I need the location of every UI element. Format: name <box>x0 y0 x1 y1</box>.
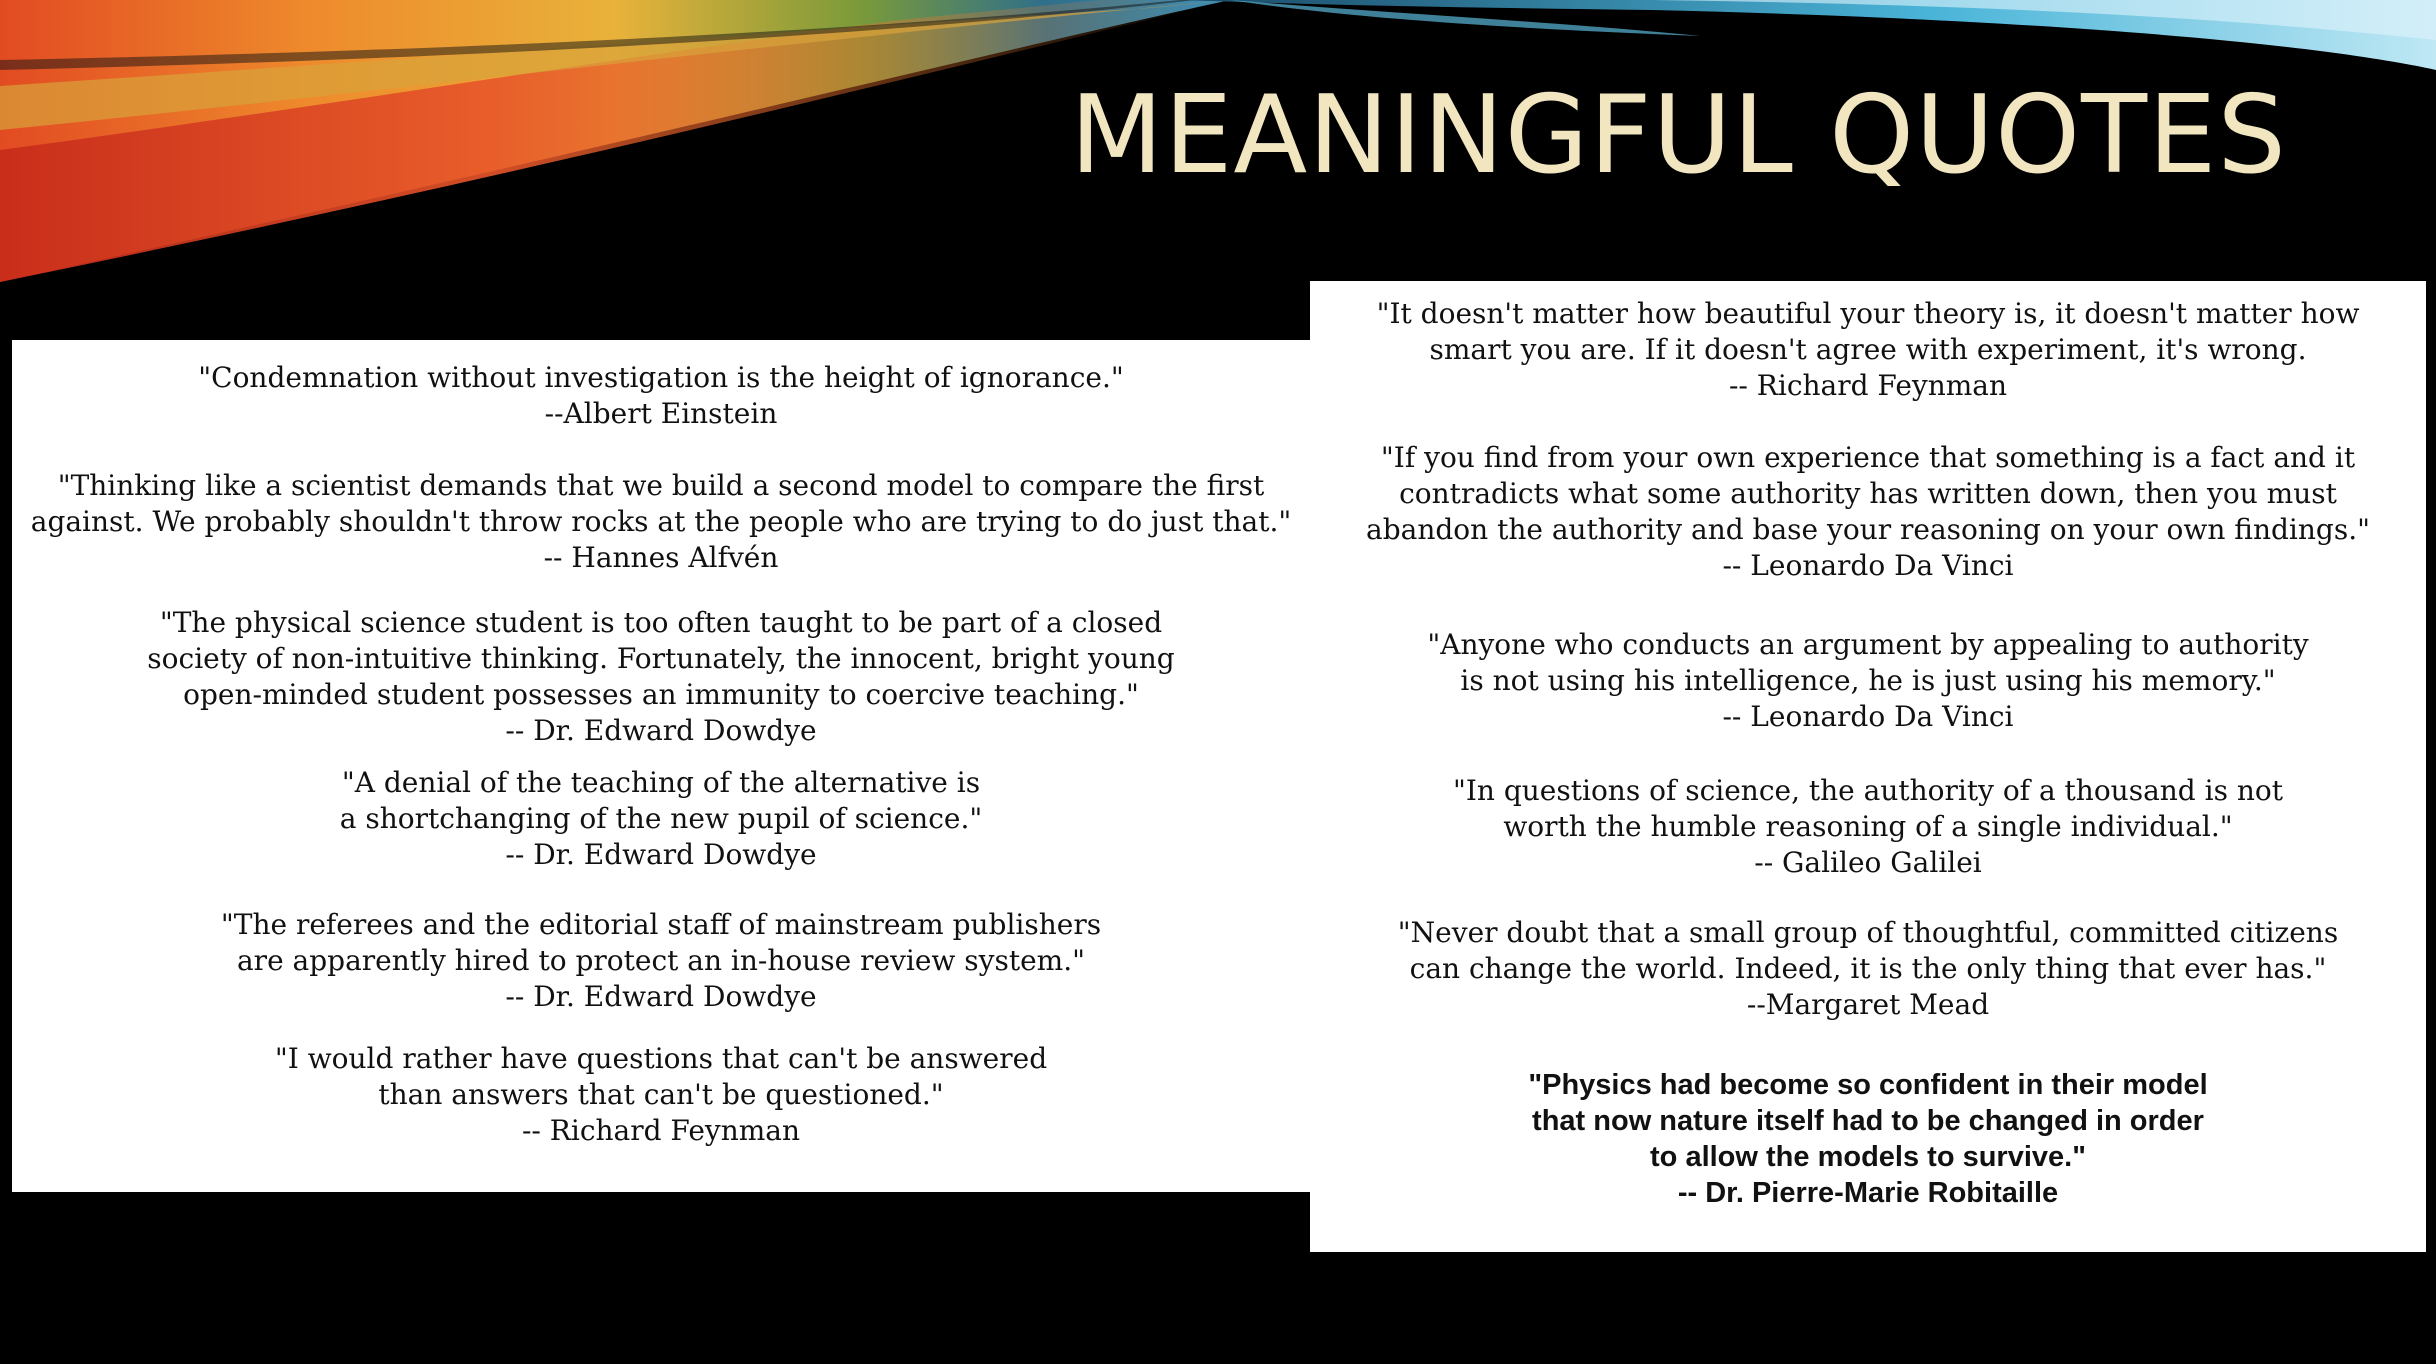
quote-author: -- Richard Feynman <box>1728 369 2008 402</box>
quote <box>1310 440 2426 584</box>
quote-line: is not using his intelligence, he is just using his memory." <box>1460 664 2276 697</box>
quote <box>12 360 1310 432</box>
quote-author: -- Leonardo Da Vinci <box>1722 549 2014 582</box>
quote <box>12 765 1310 873</box>
quote-line: "Thinking like a scientist demands that we build a second model to compare the first <box>57 469 1265 502</box>
quote-line: "The physical science student is too often taught to be part of a closed <box>159 606 1163 639</box>
quote-line: "Condemnation without investigation is the height of ignorance." <box>198 361 1124 394</box>
quote-author: -- Dr. Edward Dowdye <box>505 980 817 1013</box>
quote-line: than answers that can't be questioned." <box>378 1078 944 1111</box>
quote-line: to allow the models to survive." <box>1650 1141 2086 1173</box>
quote-author: --Albert Einstein <box>544 397 778 430</box>
quote-line: "A denial of the teaching of the alternative is <box>341 766 981 799</box>
quote-author: -- Richard Feynman <box>521 1114 801 1147</box>
quote <box>1310 1067 2426 1211</box>
quote-line: "The referees and the editorial staff of mainstream publishers <box>220 908 1102 941</box>
quote-line: "Anyone who conducts an argument by appealing to authority <box>1427 628 2309 661</box>
quote-line: are apparently hired to protect an in-house review system." <box>236 944 1085 977</box>
quote-author: -- Dr. Edward Dowdye <box>505 714 817 747</box>
quote-author: -- Hannes Alfvén <box>543 541 779 574</box>
quote-author: -- Leonardo Da Vinci <box>1722 700 2014 733</box>
quote-line: contradicts what some authority has written down, then you must <box>1399 477 2337 510</box>
left-quotes-panel <box>12 340 1310 1192</box>
quote-author: -- Dr. Pierre-Marie Robitaille <box>1677 1177 2059 1209</box>
quote <box>1310 773 2426 881</box>
right-quotes-panel <box>1310 281 2426 1252</box>
quote-line: open-minded student possesses an immunity to coercive teaching." <box>183 678 1139 711</box>
quote-line: "Never doubt that a small group of thoughtful, committed citizens <box>1397 916 2339 949</box>
quote <box>12 1041 1310 1149</box>
quote-line: "I would rather have questions that can't be answered <box>274 1042 1048 1075</box>
slide-title: MEANINGFUL QUOTES <box>1070 73 2287 198</box>
quote-line: abandon the authority and base your reasoning on your own findings." <box>1366 513 2370 546</box>
quote <box>1310 627 2426 735</box>
quote <box>12 907 1310 1015</box>
quote-line: society of non-intuitive thinking. Fortunately, the innocent, bright young <box>147 642 1175 675</box>
quote-line: can change the world. Indeed, it is the only thing that ever has." <box>1409 952 2327 985</box>
quote-line: "It doesn't matter how beautiful your theory is, it doesn't matter how <box>1376 297 2360 330</box>
quote-line: against. We probably shouldn't throw rocks at the people who are trying to do just that." <box>30 505 1292 538</box>
quote-author: --Margaret Mead <box>1746 988 1990 1021</box>
quote-line: a shortchanging of the new pupil of science." <box>339 802 983 835</box>
quote-author: -- Dr. Edward Dowdye <box>505 838 817 871</box>
quote-author: -- Galileo Galilei <box>1754 846 1982 879</box>
quote-line: "In questions of science, the authority of a thousand is not <box>1452 774 2284 807</box>
quote <box>12 468 1310 576</box>
quote <box>12 605 1310 749</box>
quote-line: "If you find from your own experience that something is a fact and it <box>1380 441 2356 474</box>
quote-line: worth the humble reasoning of a single individual." <box>1503 810 2233 843</box>
quote <box>1310 915 2426 1023</box>
quote-line: that now nature itself had to be changed in order <box>1532 1105 2204 1137</box>
quote-line: "Physics had become so confident in their model <box>1528 1069 2208 1101</box>
quote <box>1310 296 2426 404</box>
quote-line: smart you are. If it doesn't agree with experiment, it's wrong. <box>1429 333 2307 366</box>
